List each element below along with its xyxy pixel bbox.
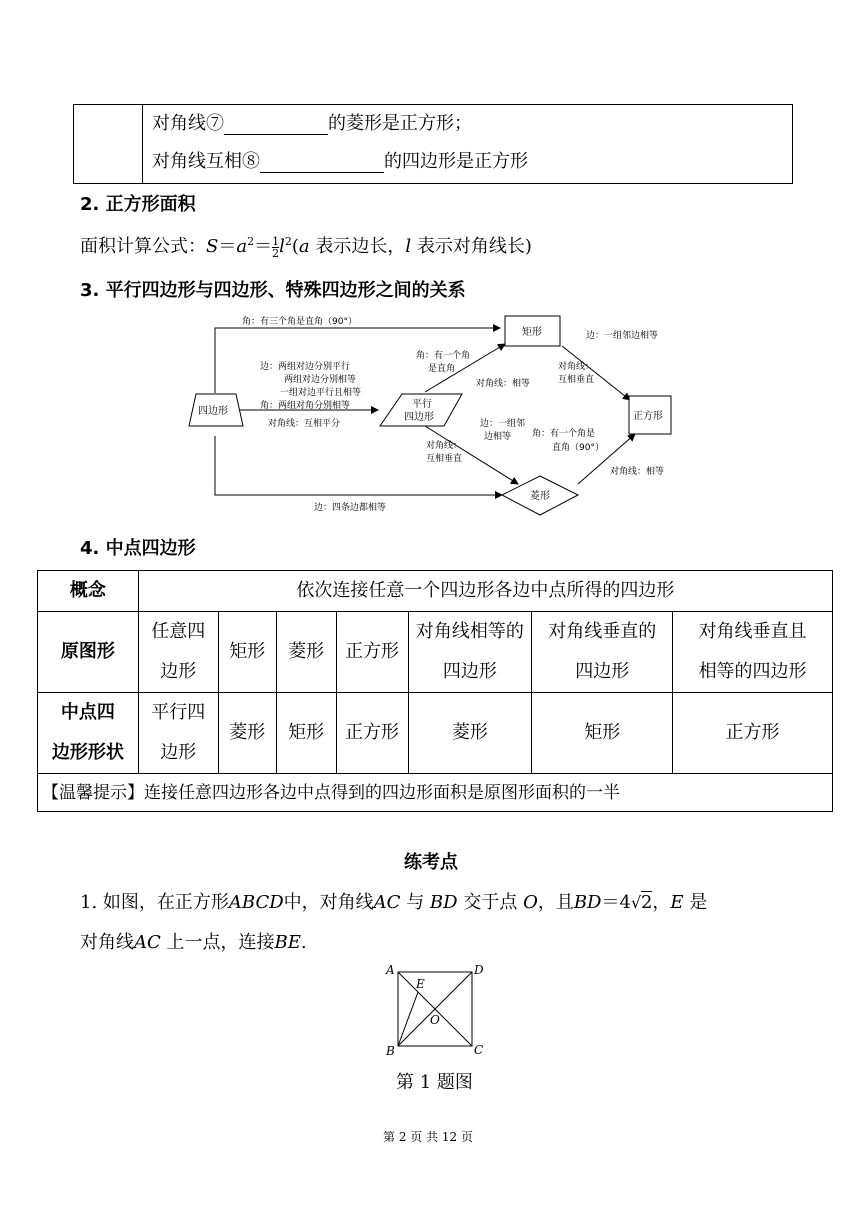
label-c: C xyxy=(474,1043,484,1057)
table-cell: 正方形 xyxy=(336,612,408,693)
table-cell: 正方形 xyxy=(336,693,408,774)
table-cell: 矩形 xyxy=(532,693,673,774)
edge-label: 互相垂直 xyxy=(558,375,595,385)
edge-label: 边：一组邻边相等 xyxy=(586,331,659,341)
edge-label: 角：有三个角是直角（90°） xyxy=(242,317,357,327)
table-cell: 对角线相等的 四边形 xyxy=(408,612,532,693)
area-formula: 面积计算公式：$S=a^2=$ $\frac{1}{2}$ $l^2(a$ 表示边长，l 表示对角线长) xyxy=(80,234,532,260)
midpoint-shape-label: 中点四 边形形状 xyxy=(38,693,139,774)
figure-caption: 第 1 题图 xyxy=(396,1072,473,1093)
edge-rect-square xyxy=(562,346,630,400)
table-cell: 正方形 xyxy=(673,693,833,774)
table-cell: 菱形 xyxy=(408,693,532,774)
edge-label: 对角线：互相平分 xyxy=(268,419,341,429)
practice-title: 练考点 xyxy=(404,852,458,873)
page-number: 第 2 页 共 12 页 xyxy=(383,1130,473,1144)
blank-7[interactable] xyxy=(224,116,328,135)
edge-label: 直角（90°） xyxy=(552,443,604,453)
edge-label: 一组对边平行且相等 xyxy=(280,388,362,398)
criteria-text: 的菱形是正方形； xyxy=(328,113,472,134)
criteria-text: 对角线互相⑧ xyxy=(152,151,260,172)
table-cell: 对角线垂直的 四边形 xyxy=(532,612,673,693)
node-label: 菱形 xyxy=(530,491,550,502)
edge-label: 对角线： xyxy=(426,441,463,451)
edge-label: 是直角 xyxy=(428,364,456,374)
formula-desc: 表示边长， xyxy=(315,236,406,257)
node-label: 四边形 xyxy=(404,412,434,423)
formula-desc: 表示对角线长) xyxy=(416,236,532,257)
edge-label: 边：四条边都相等 xyxy=(314,503,387,513)
criteria-row-1 xyxy=(152,109,472,135)
edge-label: 边相等 xyxy=(484,432,512,442)
blank-8[interactable] xyxy=(260,154,384,173)
edge-label: 角：有一个角 xyxy=(416,351,471,361)
edge-label: 角：两组对角分别相等 xyxy=(260,401,351,411)
table-cell: 矩形 xyxy=(276,693,336,774)
criteria-text: 对角线⑦ xyxy=(152,113,224,134)
table-cell: 平行四 边形 xyxy=(138,693,218,774)
table-divider xyxy=(142,105,143,183)
node-label: 平行 xyxy=(412,399,432,410)
edge-label: 边：一组邻 xyxy=(480,419,526,429)
edge-label: 角：有一个角是 xyxy=(532,429,596,439)
original-shape-label: 原图形 xyxy=(38,612,139,693)
segment-be xyxy=(398,992,418,1046)
midpoint-table xyxy=(37,570,833,812)
node-label: 正方形 xyxy=(633,411,663,422)
concept-text: 依次连接任意一个四边形各边中点所得的四边形 xyxy=(138,571,832,612)
tip-text: 【温馨提示】连接任意四边形各边中点得到的四边形面积是原图形面积的一半 xyxy=(38,774,833,812)
table-row xyxy=(38,774,833,812)
table-cell: 矩形 xyxy=(218,612,276,693)
label-b: B xyxy=(386,1044,395,1058)
square-figure xyxy=(380,962,490,1058)
criteria-table xyxy=(73,104,793,184)
formula-label: 面积计算公式： xyxy=(80,236,206,257)
question-1-line-2: 对角线AC 上一点，连接BE. xyxy=(80,932,307,953)
concept-label: 概念 xyxy=(38,571,139,612)
section-2-heading: 2. 正方形面积 xyxy=(80,194,196,215)
node-label: 矩形 xyxy=(522,327,542,338)
table-cell: 对角线垂直且 相等的四边形 xyxy=(673,612,833,693)
label-d: D xyxy=(474,963,484,977)
label-e: E xyxy=(416,977,425,991)
section-3-heading: 3. 平行四边形与四边形、特殊四边形之间的关系 xyxy=(80,280,466,301)
section-4-heading: 4. 中点四边形 xyxy=(80,538,196,559)
table-row xyxy=(38,693,833,774)
relationship-diagram xyxy=(180,308,700,528)
label-o: O xyxy=(430,1013,440,1027)
table-cell: 菱形 xyxy=(218,693,276,774)
criteria-text: 的四边形是正方形 xyxy=(384,151,528,172)
table-row xyxy=(38,571,833,612)
table-cell: 菱形 xyxy=(276,612,336,693)
criteria-row-2 xyxy=(152,147,528,173)
edge-label: 对角线： xyxy=(558,362,595,372)
edge-label: 互相垂直 xyxy=(426,454,463,464)
edge-label: 对角线：相等 xyxy=(476,379,531,389)
table-cell: 任意四 边形 xyxy=(138,612,218,693)
table-row xyxy=(38,612,833,693)
node-label: 四边形 xyxy=(198,406,228,417)
edge-label: 两组对边分别相等 xyxy=(284,375,357,385)
label-a: A xyxy=(386,963,395,977)
edge-label: 对角线：相等 xyxy=(610,467,665,477)
question-1-line-1: 1. 如图，在正方形ABCD中，对角线AC 与 BD 交于点 O，且BD＝4 √ 2，E 是 xyxy=(80,892,708,913)
edge-label: 边：两组对边分别平行 xyxy=(260,362,351,372)
